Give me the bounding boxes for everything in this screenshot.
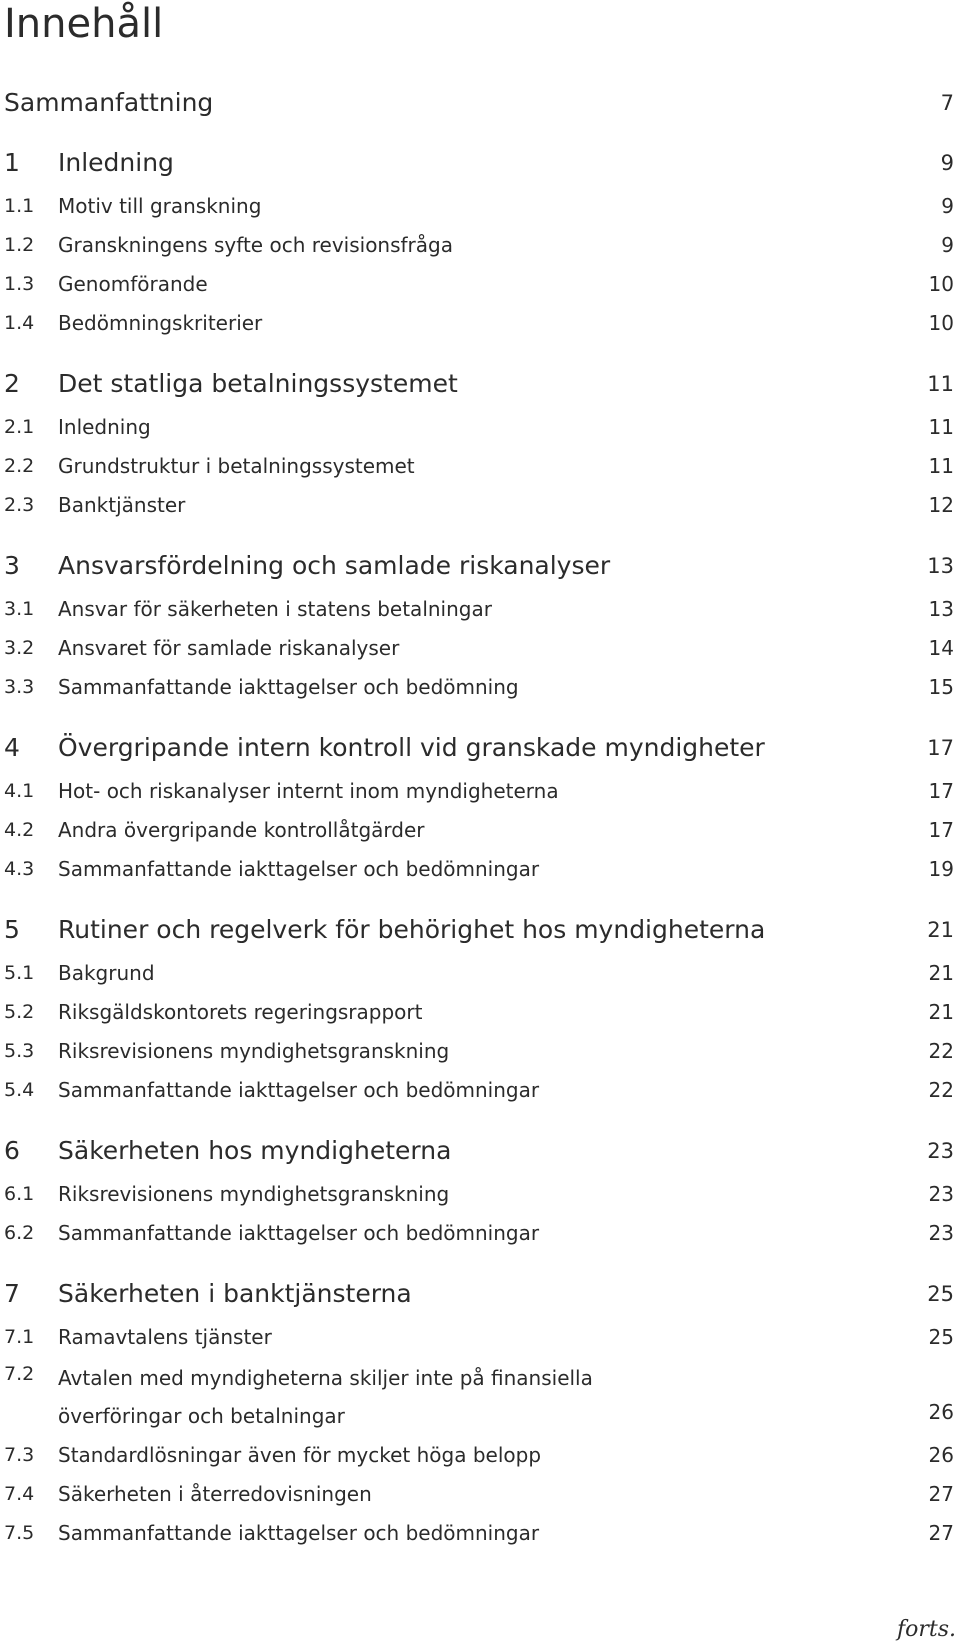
toc-entry-number: 4	[4, 733, 20, 762]
toc-entry-title: Ramavtalens tjänster	[58, 1325, 272, 1349]
toc-entry-page-number: 11	[928, 454, 954, 478]
toc-entry-title: Bedömningskriterier	[58, 311, 263, 335]
toc-section-entry[interactable]	[0, 1322, 960, 1352]
toc-entry-number: 2	[4, 369, 20, 398]
toc-entry-number: 7.1	[4, 1326, 35, 1348]
toc-entry-number: 5.1	[4, 962, 35, 984]
toc-entry-page-number: 22	[928, 1039, 954, 1063]
toc-entry-title: Riksrevisionens myndighetsgranskning	[58, 1039, 450, 1063]
toc-entry-title: Andra övergripande kontrollåtgärder	[58, 818, 425, 842]
toc-entry-title: Motiv till granskning	[58, 194, 262, 218]
toc-section-entry[interactable]	[0, 1518, 960, 1548]
toc-entry-title: Rutiner och regelverk för behörighet hos myndigheterna	[58, 915, 766, 944]
toc-entry-page-number: 9	[941, 233, 954, 257]
toc-entry-page-number: 9	[940, 151, 954, 175]
toc-entry-number: 3	[4, 551, 20, 580]
toc-entry-title: Inledning	[58, 148, 174, 177]
toc-entry-page-number: 23	[927, 1139, 954, 1163]
toc-entry-title: Sammanfattande iakttagelser och bedömningar	[58, 857, 540, 881]
toc-entry-page-number: 26	[928, 1400, 954, 1424]
toc-chapter-entry[interactable]	[0, 367, 960, 401]
toc-chapter-entry[interactable]	[0, 731, 960, 765]
toc-entry-number: 7.2	[4, 1363, 35, 1385]
toc-entry-page-number: 14	[928, 636, 954, 660]
toc-section-entry[interactable]	[0, 269, 960, 299]
toc-entry-page-number: 27	[928, 1521, 954, 1545]
toc-entry-number: 1.4	[4, 312, 35, 334]
toc-entry-number: 2.3	[4, 494, 35, 516]
toc-entry-page-number: 10	[928, 272, 954, 296]
toc-section-entry[interactable]	[0, 490, 960, 520]
toc-entry-title: Riksgäldskontorets regeringsrapport	[58, 1000, 423, 1024]
toc-entry-title: Sammanfattande iakttagelser och bedömning	[58, 675, 519, 699]
toc-entry-title: Sammanfattande iakttagelser och bedömningar	[58, 1221, 540, 1245]
toc-entry-title: Standardlösningar även för mycket höga belopp	[58, 1443, 542, 1467]
toc-section-entry[interactable]	[0, 997, 960, 1027]
toc-chapter-entry[interactable]	[0, 1134, 960, 1168]
toc-entry-page-number: 11	[928, 415, 954, 439]
toc-entry-page-number: 17	[927, 736, 954, 760]
toc-section-entry[interactable]	[0, 1479, 960, 1509]
toc-entry-number: 3.2	[4, 637, 35, 659]
toc-entry-page-number: 15	[928, 675, 954, 699]
toc-entry-number: 6.2	[4, 1222, 35, 1244]
toc-entry-page-number: 11	[927, 372, 954, 396]
toc-entry-page-number: 25	[927, 1282, 954, 1306]
toc-entry-number: 7.3	[4, 1444, 35, 1466]
toc-entry-page-number: 21	[928, 1000, 954, 1024]
toc-entry-number: 6.1	[4, 1183, 35, 1205]
toc-entry-number: 7.5	[4, 1522, 35, 1544]
toc-entry-number: 3.1	[4, 598, 35, 620]
toc-entry-page-number: 23	[928, 1182, 954, 1206]
toc-entry-title: Säkerheten i banktjänsterna	[58, 1279, 412, 1308]
toc-entry-number: 5.2	[4, 1001, 35, 1023]
toc-section-entry[interactable]	[0, 815, 960, 845]
toc-chapter-entry[interactable]	[0, 549, 960, 583]
toc-entry-title: Säkerheten i återredovisningen	[58, 1482, 372, 1506]
toc-entry-page-number: 27	[928, 1482, 954, 1506]
toc-entry-number: 4.3	[4, 858, 35, 880]
toc-entry-page-number: 17	[928, 779, 954, 803]
page-title: Innehåll	[4, 1, 164, 47]
toc-entry-page-number: 9	[941, 194, 954, 218]
toc-entry-title: Det statliga betalningssystemet	[58, 369, 458, 398]
toc-entry-title: Ansvaret för samlade riskanalyser	[58, 636, 400, 660]
toc-section-entry[interactable]	[0, 776, 960, 806]
toc-section-entry[interactable]	[0, 230, 960, 260]
toc-entry-title: Bakgrund	[58, 961, 155, 985]
toc-entry-page-number: 13	[927, 554, 954, 578]
toc-section-entry[interactable]	[0, 1075, 960, 1105]
toc-entry-number: 7	[4, 1279, 20, 1308]
toc-entry-title: Banktjänster	[58, 493, 186, 517]
toc-section-entry[interactable]	[0, 1359, 960, 1431]
toc-entry-title: Säkerheten hos myndigheterna	[58, 1136, 452, 1165]
toc-chapter-entry[interactable]	[0, 1277, 960, 1311]
toc-entry-page-number: 22	[928, 1078, 954, 1102]
toc-entry-title: Sammanfattande iakttagelser och bedömningar	[58, 1078, 540, 1102]
toc-entry-title: Ansvarsfördelning och samlade riskanalyser	[58, 551, 611, 580]
toc-entry-page-number: 19	[928, 857, 954, 881]
toc-chapter-entry[interactable]	[0, 146, 960, 180]
toc-entry-number: 1.2	[4, 234, 35, 256]
toc-chapter-entry[interactable]	[0, 913, 960, 947]
toc-entry-page-number: 10	[928, 311, 954, 335]
toc-entry-number: 5	[4, 915, 20, 944]
toc-section-entry[interactable]	[0, 412, 960, 442]
toc-entry-title: Avtalen med myndigheterna skiljer inte på finansiella överföringar och betalningar	[58, 1366, 593, 1428]
toc-section-entry[interactable]	[0, 1218, 960, 1248]
toc-section-entry[interactable]	[0, 1179, 960, 1209]
toc-section-entry[interactable]	[0, 191, 960, 221]
toc-section-entry[interactable]	[0, 672, 960, 702]
toc-entry-number: 2.1	[4, 416, 35, 438]
toc-entry-title: Sammanfattande iakttagelser och bedömningar	[58, 1521, 540, 1545]
toc-section-entry[interactable]	[0, 451, 960, 481]
toc-entry-title: Riksrevisionens myndighetsgranskning	[58, 1182, 450, 1206]
toc-entry-number: 2.2	[4, 455, 35, 477]
continued-note: forts.	[896, 1617, 956, 1642]
toc-entry-page-number: 26	[928, 1443, 954, 1467]
toc-entry-number: 5.4	[4, 1079, 35, 1101]
toc-entry-number: 4.1	[4, 780, 35, 802]
toc-section-entry[interactable]	[0, 633, 960, 663]
toc-entry-number: 7.4	[4, 1483, 35, 1505]
toc-entry-page-number: 7	[940, 91, 954, 115]
toc-entry-title: Granskningens syfte och revisionsfråga	[58, 233, 453, 257]
toc-entry-number: 5.3	[4, 1040, 35, 1062]
toc-entry-page-number: 17	[928, 818, 954, 842]
toc-entry-title: Ansvar för säkerheten i statens betalningar	[58, 597, 492, 621]
toc-entry-title: Genomförande	[58, 272, 208, 296]
toc-entry-title: Inledning	[58, 415, 151, 439]
toc-entry-number: 1.1	[4, 195, 35, 217]
toc-entry-page-number: 25	[928, 1325, 954, 1349]
toc-entry-title: Grundstruktur i betalningssystemet	[58, 454, 415, 478]
toc-section-entry[interactable]	[0, 958, 960, 988]
toc-entry-title: Övergripande intern kontroll vid granskade myndigheter	[58, 733, 765, 762]
toc-section-entry[interactable]	[0, 308, 960, 338]
toc-section-entry[interactable]	[0, 1440, 960, 1470]
toc-entry-title: Hot- och riskanalyser internt inom myndigheterna	[58, 779, 559, 803]
toc-entry-title: Sammanfattning	[4, 88, 214, 117]
toc-entry-number: 6	[4, 1136, 20, 1165]
toc-chapter-entry[interactable]	[0, 86, 960, 120]
toc-entry-number: 1.3	[4, 273, 35, 295]
toc-section-entry[interactable]	[0, 594, 960, 624]
toc-section-entry[interactable]	[0, 854, 960, 884]
toc-entry-number: 1	[4, 148, 20, 177]
toc-entry-page-number: 12	[928, 493, 954, 517]
toc-entry-page-number: 13	[928, 597, 954, 621]
toc-entry-page-number: 23	[928, 1221, 954, 1245]
toc-entry-number: 4.2	[4, 819, 35, 841]
toc-section-entry[interactable]	[0, 1036, 960, 1066]
toc-entry-number: 3.3	[4, 676, 35, 698]
toc-entry-page-number: 21	[927, 918, 954, 942]
toc-entry-page-number: 21	[928, 961, 954, 985]
